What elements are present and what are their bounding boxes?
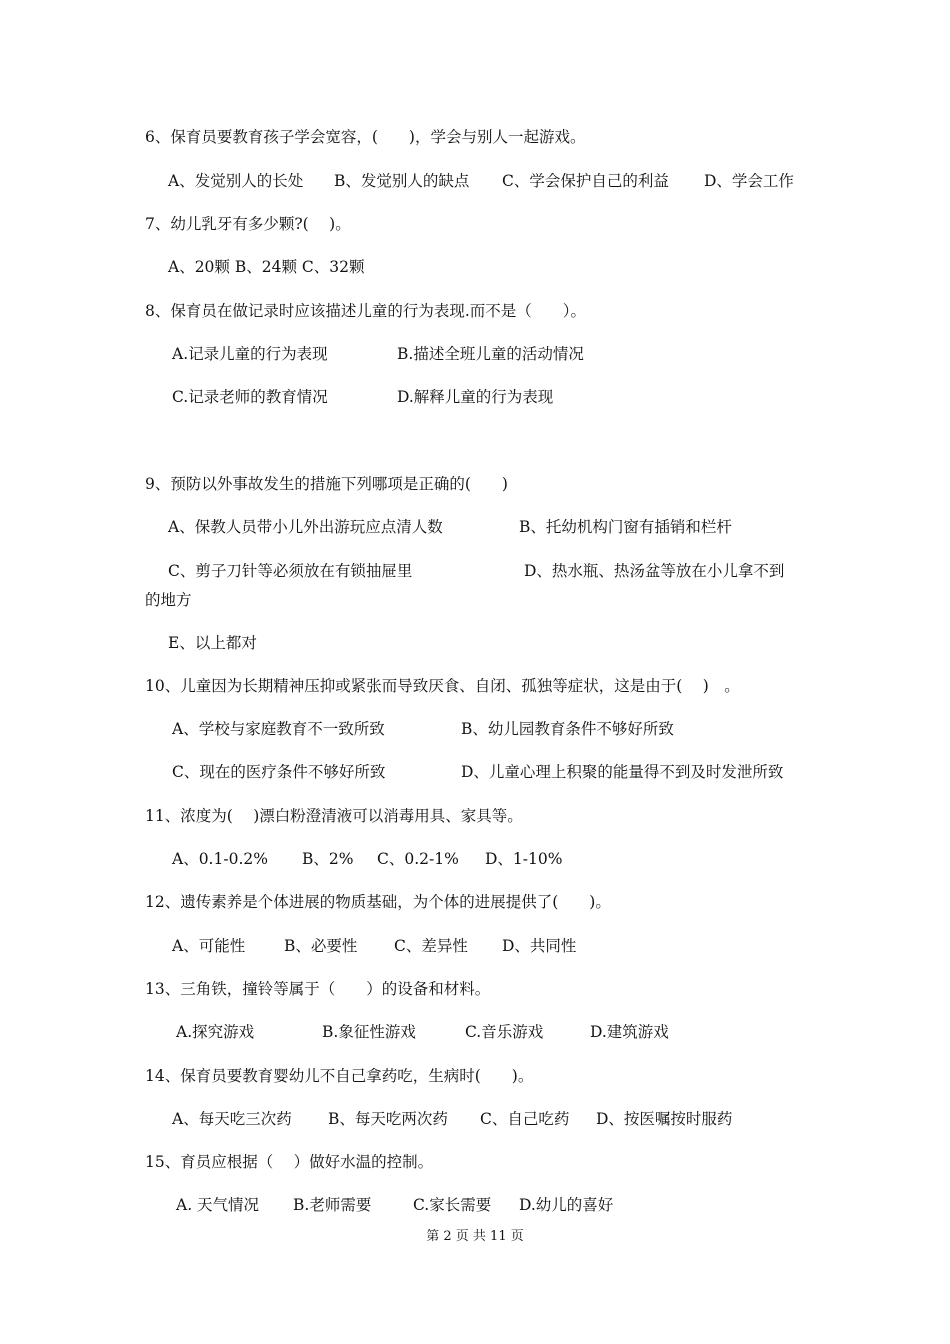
question-13-option-a: A.探究游戏 [176, 1023, 255, 1041]
question-8-option-d: D.解释儿童的行为表现 [397, 388, 554, 406]
page-footer: 第 2 页 共 11 页 [426, 1229, 524, 1244]
question-11-option-c: C、0.2-1% [377, 850, 459, 868]
question-13-stem: 13、三角铁，撞铃等属于（ ）的设备和材料。 [145, 980, 491, 998]
question-14-option-d: D、按医嘱按时服药 [596, 1110, 733, 1128]
question-15-stem: 15、育员应根据（ ）做好水温的控制。 [145, 1153, 434, 1171]
question-13-option-b: B.象征性游戏 [322, 1023, 416, 1041]
question-6-option-d: D、学会工作 [704, 172, 794, 190]
question-7-options: A、20颗 B、24颗 C、32颗 [168, 258, 365, 276]
question-6-option-a: A、发觉别人的长处 [168, 172, 304, 190]
question-12-option-c: C、差异性 [394, 937, 468, 955]
question-14-option-b: B、每天吃两次药 [328, 1110, 448, 1128]
question-15-option-c: C.家长需要 [413, 1196, 492, 1214]
question-6-option-b: B、发觉别人的缺点 [334, 172, 470, 190]
question-14-stem: 14、保育员要教育婴幼儿不自己拿药吃，生病时( )。 [145, 1067, 534, 1085]
question-14-option-a: A、每天吃三次药 [172, 1110, 292, 1128]
question-9-option-d-continued: 的地方 [145, 591, 192, 609]
question-12-option-b: B、必要性 [284, 937, 358, 955]
question-15-option-d: D.幼儿的喜好 [519, 1196, 614, 1214]
question-9-option-e: E、以上都对 [168, 634, 257, 652]
question-6-option-c: C、学会保护自己的利益 [502, 172, 669, 190]
question-10-option-c: C、现在的医疗条件不够好所致 [172, 763, 386, 781]
question-8-option-a: A.记录儿童的行为表现 [172, 345, 328, 363]
question-15-option-b: B.老师需要 [293, 1196, 372, 1214]
question-11-option-b: B、2% [302, 850, 354, 868]
question-8-option-c: C.记录老师的教育情况 [172, 388, 328, 406]
question-9-option-c: C、剪子刀针等必须放在有锁抽屉里 [168, 562, 413, 580]
question-13-option-c: C.音乐游戏 [465, 1023, 544, 1041]
question-11-option-d: D、1-10% [485, 850, 563, 868]
question-14-option-c: C、自己吃药 [480, 1110, 570, 1128]
question-12-stem: 12、遗传素养是个体进展的物质基础，为个体的进展提供了( )。 [145, 893, 611, 911]
question-8-option-b: B.描述全班儿童的活动情况 [397, 345, 584, 363]
question-11-stem: 11、浓度为( )漂白粉澄清液可以消毒用具、家具等。 [145, 807, 523, 825]
question-8-stem: 8、保育员在做记录时应该描述儿童的行为表现.而不是（ ）。 [145, 302, 587, 320]
question-9-option-b: B、托幼机构门窗有插销和栏杆 [519, 518, 732, 536]
question-6-stem: 6、保育员要教育孩子学会宽容，( )，学会与别人一起游戏。 [145, 128, 586, 146]
question-12-option-a: A、可能性 [172, 937, 246, 955]
question-10-option-b: B、幼儿园教育条件不够好所致 [461, 720, 674, 738]
question-12-option-d: D、共同性 [502, 937, 577, 955]
question-9-option-d: D、热水瓶、热汤盆等放在小儿拿不到 [524, 562, 785, 580]
question-9-stem: 9、预防以外事故发生的措施下列哪项是正确的( ) [145, 475, 508, 493]
question-11-option-a: A、0.1-0.2% [172, 850, 268, 868]
question-7-stem: 7、幼儿乳牙有多少颗?( )。 [145, 215, 351, 233]
question-10-stem: 10、儿童因为长期精神压抑或紧张而导致厌食、自闭、孤独等症状，这是由于( ) 。 [145, 677, 740, 695]
question-9-option-a: A、保教人员带小儿外出游玩应点清人数 [168, 518, 443, 536]
question-13-option-d: D.建筑游戏 [590, 1023, 669, 1041]
question-10-option-a: A、学校与家庭教育不一致所致 [172, 720, 385, 738]
question-10-option-d: D、儿童心理上积聚的能量得不到及时发泄所致 [461, 763, 784, 781]
question-15-option-a: A. 天气情况 [176, 1196, 260, 1214]
